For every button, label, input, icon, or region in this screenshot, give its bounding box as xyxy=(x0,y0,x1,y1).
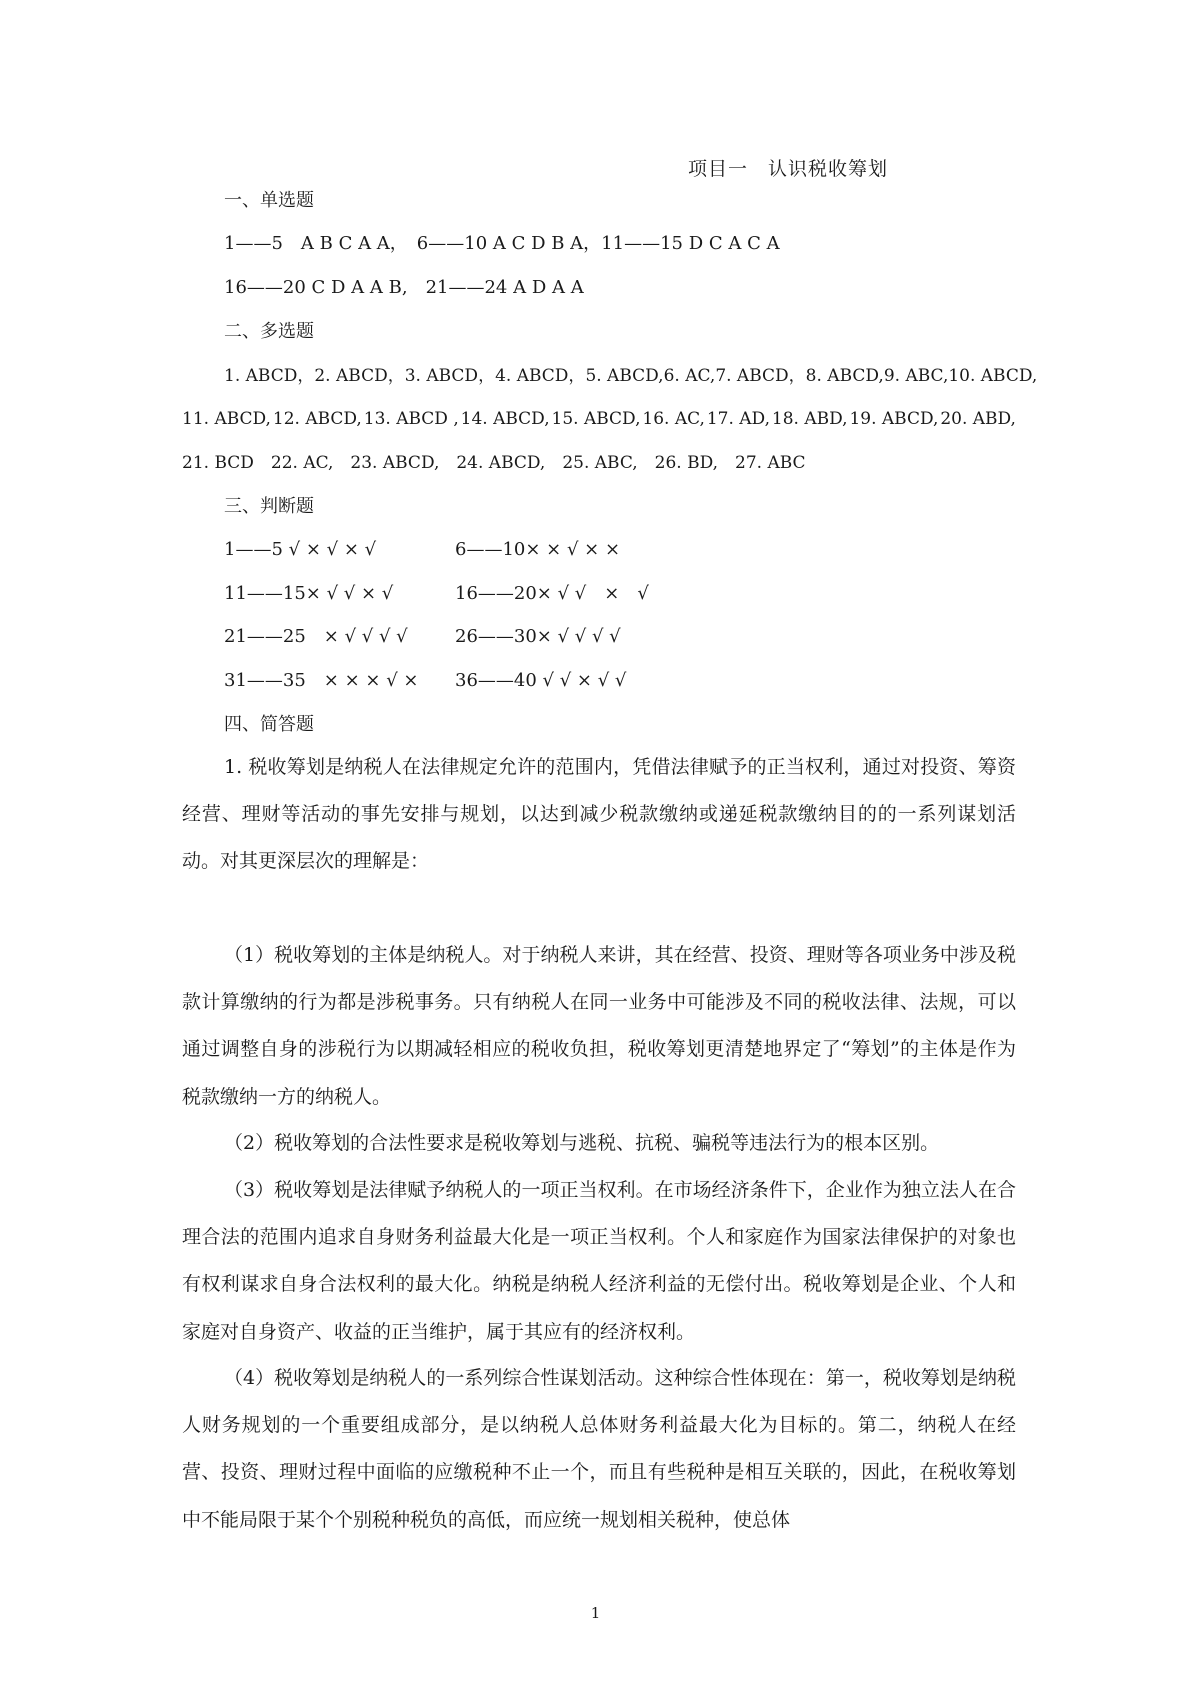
answer-item: 18. ABD, xyxy=(771,409,848,429)
answer-item: 1. ABCD， xyxy=(224,366,315,386)
answer-item: 10. ABCD, xyxy=(948,366,1038,386)
answer-item: 13. ABCD , xyxy=(363,409,459,429)
answer-item: 2. ABCD， xyxy=(314,366,405,386)
short-answer-paragraph: （2）税收筹划的合法性要求是税收筹划与逃税、抗税、骗税等违法行为的根本区别。 xyxy=(224,1132,940,1154)
section-heading-multiple-choice: 二、多选题 xyxy=(224,321,314,342)
section-heading-single-choice: 一、单选题 xyxy=(224,190,314,211)
true-false-answers-cell: 21——25 × √ √ √ √ xyxy=(224,626,408,647)
true-false-answers-cell: 31——35 × × × √ × xyxy=(224,670,419,691)
answer-item: 3. ABCD， xyxy=(404,366,496,386)
answer-item: 17. AD, xyxy=(706,409,770,429)
answer-item: 15. ABCD, xyxy=(551,409,641,429)
short-answer-paragraph: 1. 税收筹划是纳税人在法律规定允许的范围内，凭借法律赋予的正当权利，通过对投资、筹资经营、理财等活动的事先安排与规划，以达到减少税款缴纳或递延税款缴纳目的的一系列谋划活动。对其更深层次的理解是： xyxy=(182,756,1016,873)
multiple-choice-answers-line-2 xyxy=(182,406,1016,432)
answer-item: 6. AC, xyxy=(663,366,716,386)
answer-item: 12. ABCD, xyxy=(272,409,362,429)
true-false-answers-cell: 36——40 √ √ × √ √ xyxy=(455,670,627,691)
true-false-answers-cell: 11——15× √ √ × √ xyxy=(224,583,394,604)
answer-item: 19. ABCD, xyxy=(849,409,939,429)
answer-item: 5. ABCD, xyxy=(585,366,664,386)
true-false-answers-cell: 6——10× × √ × × xyxy=(455,539,621,560)
answer-item: 7. ABCD， xyxy=(715,366,806,386)
answer-item: 9. ABC, xyxy=(883,366,949,386)
short-answer-paragraph: （1）税收筹划的主体是纳税人。对于纳税人来讲，其在经营、投资、理财等各项业务中涉及税款计算缴纳的行为都是涉税事务。只有纳税人在同一业务中可能涉及不同的税收法律、法规，可以通过调整自身的涉税行为以期减轻相应的税收负担，税收筹划更清楚地界定了“筹划”的主体是作为税款缴纳一方的纳税人。 xyxy=(182,944,1016,1108)
single-choice-answers-line-2: 16——20 C D A A B, 21——24 A D A A xyxy=(224,277,584,298)
answer-item: 14. ABCD, xyxy=(460,409,550,429)
answer-item: 20. ABD, xyxy=(940,409,1016,429)
multiple-choice-answers-line-3: 21. BCD 22. AC, 23. ABCD, 24. ABCD, 25. ABC, 26. BD, 27. ABC xyxy=(182,453,806,473)
section-heading-short-answer: 四、简答题 xyxy=(224,714,314,735)
answer-item: 11. ABCD, xyxy=(182,409,271,429)
true-false-answers-cell: 16——20× √ √ × √ xyxy=(455,583,649,604)
page-title: 项目一 认识税收筹划 xyxy=(688,158,889,180)
short-answer-paragraph: （3）税收筹划是法律赋予纳税人的一项正当权利。在市场经济条件下，企业作为独立法人在合理合法的范围内追求自身财务利益最大化是一项正当权利。个人和家庭作为国家法律保护的对象也有权利谋求自身合法权利的最大化。纳税是纳税人经济利益的无偿付出。税收筹划是企业、个人和家庭对自身资产、收益的正当维护，属于其应有的经济权利。 xyxy=(182,1179,1016,1343)
single-choice-answers-line-1: 1——5 A B C A A， 6——10 A C D B A，11——15 D C A C A xyxy=(224,233,780,254)
answer-item: 16. AC, xyxy=(642,409,705,429)
multiple-choice-answers-line-1 xyxy=(224,363,1038,389)
answer-item: 8. ABCD, xyxy=(805,366,884,386)
section-heading-true-false: 三、判断题 xyxy=(224,496,314,517)
short-answer-paragraph: （4）税收筹划是纳税人的一系列综合性谋划活动。这种综合性体现在：第一，税收筹划是纳税人财务规划的一个重要组成部分，是以纳税人总体财务利益最大化为目标的。第二，纳税人在经营、投资、理财过程中面临的应缴税种不止一个，而且有些税种是相互关联的，因此，在税收筹划中不能局限于某个个别税种税负的高低，而应统一规划相关税种，使总体 xyxy=(182,1367,1016,1531)
true-false-answers-cell: 26——30× √ √ √ √ xyxy=(455,626,621,647)
answer-item: 4. ABCD， xyxy=(495,366,586,386)
page-number: 1 xyxy=(590,1604,601,1622)
true-false-answers-cell: 1——5 √ × √ × √ xyxy=(224,539,377,560)
